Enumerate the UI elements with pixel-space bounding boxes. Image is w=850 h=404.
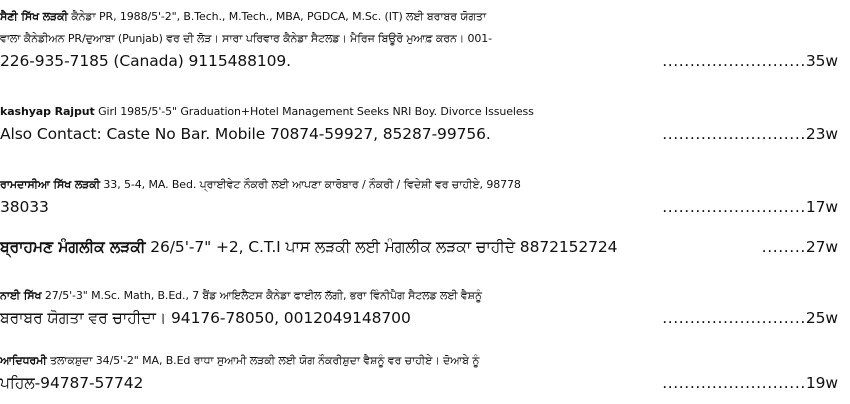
ad-text: ਵਾਲਾ ਕੈਨੇਡੀਅਨ PR/ਦੁਆਬਾ (Punjab) ਵਰ ਦੀ ਲੋੜ। ਸਾਰਾ ਪਰਿਵਾਰ ਕੈਨੇਡਾ ਸੈਟਲਡ। ਮੈਰਿਜ ਬਿਊਰੋ ਮੁਆਫ਼ ਕਰਨ। 001- [0,32,493,45]
ad-heading: ਸੈਣੀ ਸਿੱਖ ਲੜਕੀ [0,10,68,23]
leader-dots: .......................... [662,198,806,216]
ad-heading: ਨਾਈ ਸਿੱਖ [0,289,42,302]
leader-dots: .......................... [662,52,806,70]
classified-ad-kashyap-rajput [0,101,850,145]
ad-line [0,350,850,372]
ad-line [0,50,838,72]
ad-heading: ਬ੍ਰਾਹਮਣ ਮੰਗਲੀਕ ਲੜਕੀ [0,238,146,256]
ad-line [0,28,850,50]
word-count: 25w [805,309,838,327]
classified-ad-ramdasia-sikh [0,174,850,218]
word-count: 35w [805,52,838,70]
ad-heading: ਰਾਮਦਾਸੀਆ ਸਿੱਖ ਲੜਕੀ [0,178,100,191]
leader-dots: ........ [761,238,806,256]
classified-ad-brahmin-manglik [0,236,850,258]
ad-line [0,236,838,258]
ad-text: 27/5'-3" M.Sc. Math, B.Ed., 7 ਬੈਂਡ ਆਇਲੈਟਸ ਕੈਨੇਡਾ ਫਾਈਲ ਲੱਗੀ, ਭਰਾ ਵਿੰਨੀਪੈਗ ਸੈਟਲਡ ਲਈ ਵੈਸ਼ਨੂੰ [44,289,482,302]
leader-dots: .......................... [662,125,806,143]
ad-text: 33, 5-4, MA. Bed. ਪ੍ਰਾਈਵੇਟ ਨੌਕਰੀ ਲਈ ਆਪਣਾ ਕਾਰੋਬਾਰ / ਨੌਕਰੀ / ਵਿਦੇਸ਼ੀ ਵਰ ਚਾਹੀਏ, 98778 [103,178,521,191]
ad-text: ਕੈਨੇਡਾ PR, 1988/5'-2", B.Tech., M.Tech., MBA, PGDCA, M.Sc. (IT) ਲਈ ਬਰਾਬਰ ਯੋਗਤਾ [71,10,487,23]
ad-line [0,285,850,307]
classified-ad-nai-sikh [0,285,850,329]
ad-line [0,6,850,28]
ad-heading: ਆਦਿਧਰਮੀ [0,354,47,367]
ad-text: ਪਹਿਲ-94787-57742 [0,374,144,392]
ad-line [0,196,838,218]
ad-text: 26/5'-7" +2, C.T.I ਪਾਸ ਲੜਕੀ ਲਈ ਮੰਗਲੀਕ ਲੜਕਾ ਚਾਹੀਦੇ 8872152724 [150,238,618,256]
classified-ad-saini-sikh [0,6,850,72]
ad-text: Girl 1985/5'-5" Graduation+Hotel Management Seeks NRI Boy. Divorce Issueless [98,105,534,118]
ad-line [0,174,850,196]
ad-text: Also Contact: Caste No Bar. Mobile 70874-59927, 85287-99756. [0,125,491,143]
ad-line [0,372,838,394]
word-count: 23w [805,125,838,143]
ad-heading: kashyap Rajput [0,105,95,118]
leader-dots: .......................... [662,309,806,327]
word-count: 19w [805,374,838,392]
ad-text: 226-935-7185 (Canada) 9115488109. [0,52,291,70]
ad-line [0,101,850,123]
ad-text: ਬਰਾਬਰ ਯੋਗਤਾ ਵਰ ਚਾਹੀਦਾ। 94176-78050, 0012049148700 [0,309,411,327]
ad-text: 38033 [0,198,49,216]
word-count: 27w [805,238,838,256]
ad-line [0,307,838,329]
leader-dots: .......................... [662,374,806,392]
ad-line [0,123,838,145]
word-count: 17w [805,198,838,216]
classified-ad-adidharmi [0,350,850,394]
ad-text: ਤਲਾਕਸ਼ੁਦਾ 34/5'-2" MA, B.Ed ਰਾਧਾ ਸੁਆਮੀ ਲੜਕੀ ਲਈ ਯੋਗ ਨੌਕਰੀਸ਼ੁਦਾ ਵੈਸ਼ਨੂੰ ਵਰ ਚਾਹੀਏ। ਦੋਆਬੇ ਨੂੰ [50,354,480,367]
